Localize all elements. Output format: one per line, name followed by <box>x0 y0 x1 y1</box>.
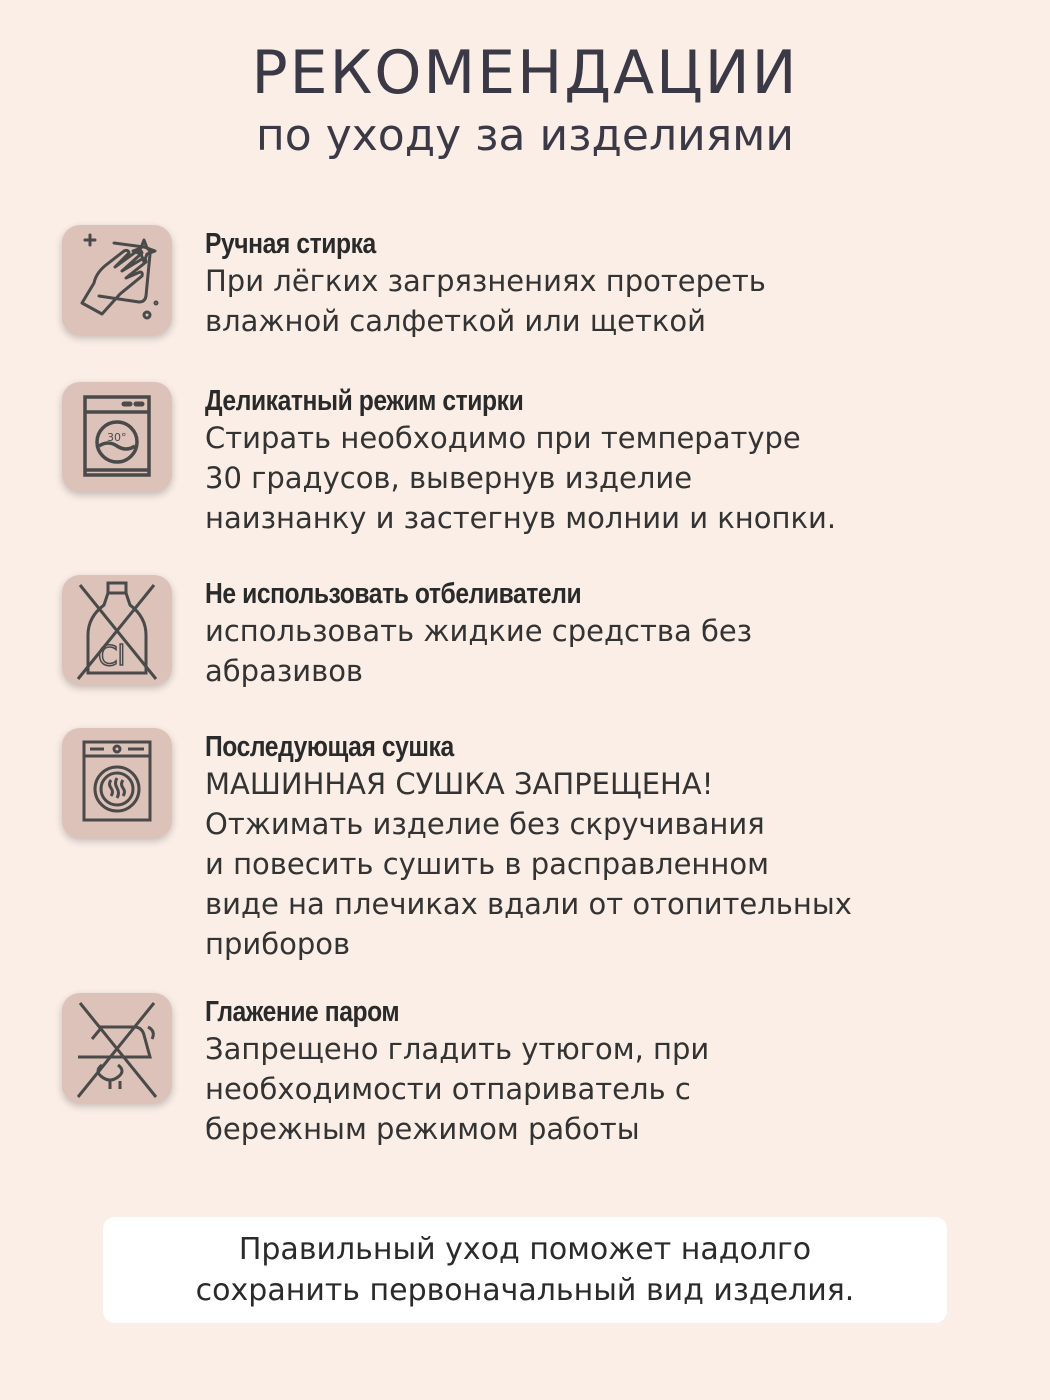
no-iron-icon <box>62 993 172 1103</box>
item-text-line: абразивов <box>205 654 364 688</box>
item-text-line: При лёгких загрязнениях протереть <box>205 264 766 298</box>
item-text-line: и повесить сушить в расправленном <box>205 847 769 881</box>
footer-note <box>103 1217 947 1323</box>
item-text-line: необходимости отпариватель с <box>205 1072 691 1106</box>
item-text-line: МАШИННАЯ СУШКА ЗАПРЕЩЕНА! <box>205 767 714 801</box>
item-heading: Глажение паром <box>205 996 400 1028</box>
no-bleach-icon <box>62 575 172 685</box>
item-text-line: Отжимать изделие без скручивания <box>205 807 765 841</box>
item-text-line: наизнанку и застегнув молнии и кнопки. <box>205 501 837 535</box>
footer-line: Правильный уход поможет надолго <box>238 1232 812 1267</box>
bleach-label: Cl <box>98 639 126 672</box>
item-text-line: Запрещено гладить утюгом, при <box>205 1032 710 1066</box>
item-heading: Не использовать отбеливатели <box>205 578 582 610</box>
svg-text:30°: 30° <box>107 431 127 444</box>
item-heading: Деликатный режим стирки <box>205 385 524 417</box>
item-text-line: бережным режимом работы <box>205 1112 640 1146</box>
item-text-line: Стирать необходимо при температуре <box>205 421 801 455</box>
washing-machine-30-icon <box>62 382 172 492</box>
item-text-line: 30 градусов, вывернув изделие <box>205 461 693 495</box>
dryer-icon <box>62 728 172 838</box>
item-text-line: виде на плечиках вдали от отопительных <box>205 887 852 921</box>
item-text-line: использовать жидкие средства без <box>205 614 753 648</box>
footer-line: сохранить первоначальный вид изделия. <box>195 1273 855 1308</box>
item-heading: Ручная стирка <box>205 228 376 260</box>
item-text-line: приборов <box>205 927 351 961</box>
hand-wipe-icon <box>62 225 172 335</box>
page-subtitle: по уходу за изделиями <box>256 110 794 161</box>
item-heading: Последующая сушка <box>205 731 454 763</box>
item-text-line: влажной салфеткой или щеткой <box>205 304 707 338</box>
page-title: РЕКОМЕНДАЦИИ <box>251 38 799 108</box>
